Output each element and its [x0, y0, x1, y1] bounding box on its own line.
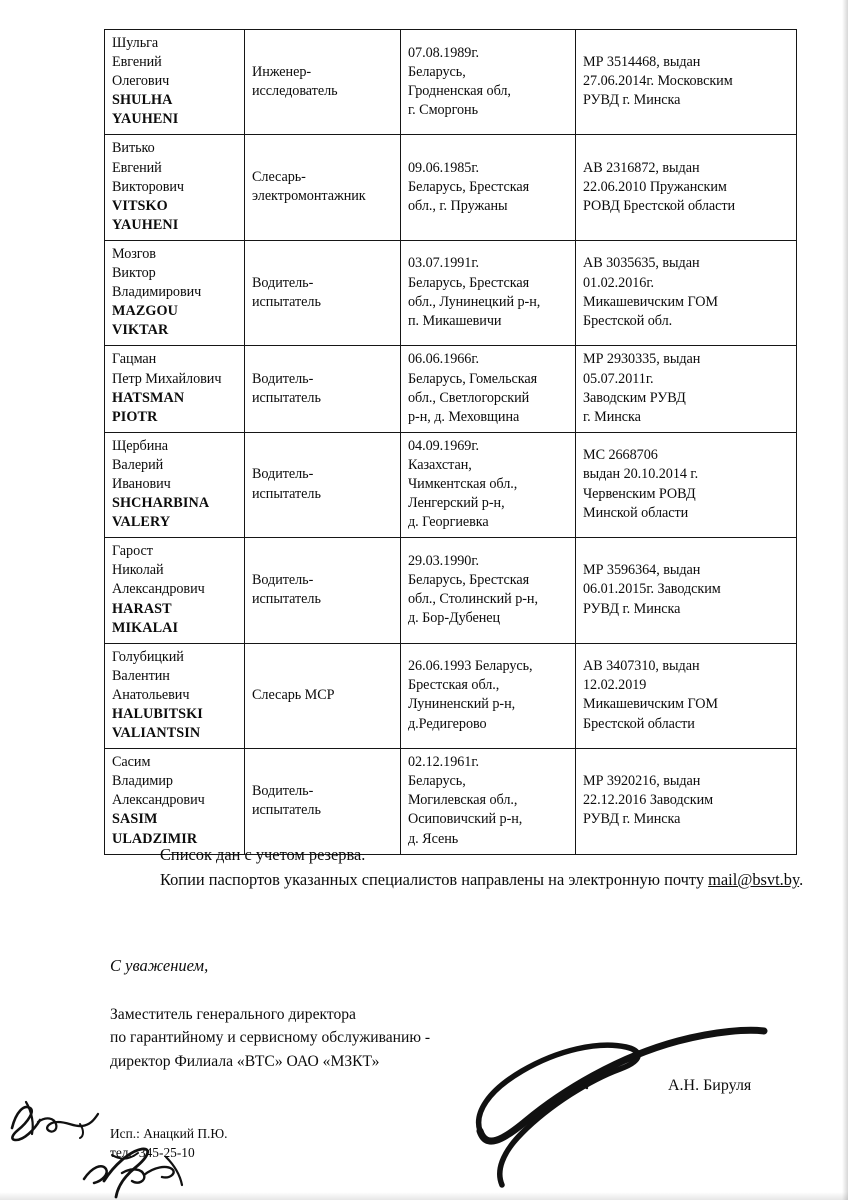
passport-line: МР 3514468, выдан — [583, 54, 701, 71]
position-line: испытатель — [252, 590, 321, 607]
name-latin-line: YAUHENI — [112, 111, 179, 128]
name-line: Иванович — [112, 475, 171, 492]
position-line: Водитель- — [252, 782, 314, 799]
name-latin-line: YAUHENI — [112, 216, 179, 233]
signatory-title-line: директор Филиала «ВТС» ОАО «МЗКТ» — [110, 1052, 380, 1070]
cell-birth-place — [401, 432, 576, 537]
name-latin-line: ULADZIMIR — [112, 830, 198, 847]
signer-name: А.Н. Бируля — [668, 1077, 752, 1094]
position-line: испытатель — [252, 293, 321, 310]
birth-line: Гродненская обл, — [408, 82, 511, 99]
birth-line: 06.06.1966г. — [408, 351, 480, 368]
birth-line: д. Бор-Дубенец — [408, 610, 501, 627]
birth-line: р-н, д. Меховщина — [408, 408, 520, 425]
scan-edge-right — [842, 0, 848, 1200]
name-line: Мозгов — [112, 245, 156, 262]
position-line: Водитель- — [252, 370, 314, 387]
cell-full-name — [105, 240, 245, 345]
birth-line: г. Сморгонь — [408, 101, 479, 118]
name-latin-line: VITSKO — [112, 197, 168, 214]
name-line: Голубицкий — [112, 648, 184, 665]
name-line: Анатольевич — [112, 686, 190, 703]
name-line: Николай — [112, 562, 164, 579]
cell-birth-place — [401, 643, 576, 748]
birth-line: 03.07.1991г. — [408, 255, 480, 272]
name-line: Викторович — [112, 178, 184, 195]
passport-line: АВ 3035635, выдан — [583, 255, 700, 272]
birth-line: Осиповичский р-н, — [408, 811, 523, 828]
name-line: Сасим — [112, 754, 151, 771]
name-latin-line: SHULHA — [112, 92, 173, 109]
name-line: Витько — [112, 140, 155, 157]
passport-line: Брестской области — [583, 715, 695, 732]
signatory-title-block — [110, 1003, 430, 1073]
cell-birth-place — [401, 538, 576, 643]
note-reserve: Список дан с учетом резерва. — [160, 845, 366, 864]
name-line: Шульга — [112, 35, 159, 51]
birth-line: обл., Столинский р-н, — [408, 590, 538, 607]
position-line: Водитель- — [252, 274, 314, 291]
passport-line: МР 3596364, выдан — [583, 562, 701, 579]
birth-line: Чимкентская обл., — [408, 475, 518, 492]
position-line: исследователь — [252, 82, 338, 99]
birth-line: Могилевская обл., — [408, 792, 518, 809]
position-line: Инженер- — [252, 63, 312, 80]
cell-position — [245, 30, 401, 135]
personnel-table — [104, 29, 797, 855]
cell-position — [245, 643, 401, 748]
cell-passport — [576, 135, 797, 240]
handwritten-signature — [430, 1013, 810, 1193]
passport-line: АВ 3407310, выдан — [583, 658, 700, 675]
cell-birth-place — [401, 749, 576, 854]
passport-line: РОВД Брестской области — [583, 197, 736, 214]
passport-line: 01.02.2016г. — [583, 274, 655, 291]
passport-line: Микашевичским ГОМ — [583, 696, 718, 713]
table-row — [105, 346, 797, 432]
scan-edge-bottom — [0, 1192, 848, 1200]
passport-line: 06.01.2015г. Заводским — [583, 581, 721, 598]
birth-line: Беларусь, — [408, 63, 466, 80]
passport-line: МС 2668706 — [583, 447, 658, 464]
name-latin-line: HALUBITSKI — [112, 706, 203, 722]
passport-line: МР 2930335, выдан — [583, 351, 701, 368]
birth-line: п. Микашевичи — [408, 312, 502, 329]
position-line: Водитель- — [252, 466, 314, 483]
name-line: Гарост — [112, 543, 153, 560]
cell-position — [245, 432, 401, 537]
birth-line: Брестская обл., — [408, 677, 500, 694]
name-latin-line: PIOTR — [112, 408, 158, 425]
name-line: Александрович — [112, 581, 205, 598]
table-row — [105, 643, 797, 748]
executor-phone: тел.: 345-25-10 — [110, 1145, 195, 1161]
passport-line: 12.02.2019 — [583, 677, 647, 694]
passport-line: МР 3920216, выдан — [583, 773, 701, 790]
birth-line: Луниненский р-н, — [408, 696, 516, 713]
birth-line: 29.03.1990г. — [408, 552, 480, 569]
cell-passport — [576, 346, 797, 432]
birth-line: 07.08.1989г. — [408, 44, 480, 61]
name-line: Щербина — [112, 437, 169, 454]
passport-line: выдан 20.10.2014 г. — [583, 466, 699, 483]
cell-position — [245, 538, 401, 643]
name-line: Петр Михайлович — [112, 370, 222, 387]
cell-passport — [576, 240, 797, 345]
note-passports-period: . — [799, 869, 804, 889]
birth-line: обл., Светлогорский — [408, 389, 530, 406]
passport-line: 27.06.2014г. Московским — [583, 73, 733, 90]
name-line: Виктор — [112, 265, 156, 282]
name-line: Александрович — [112, 792, 205, 809]
name-latin-line: MIKALAI — [112, 619, 179, 636]
passport-line: РУВД г. Минска — [583, 92, 681, 109]
name-latin-line: VALERY — [112, 514, 171, 531]
cell-full-name — [105, 538, 245, 643]
table-row — [105, 30, 797, 135]
position-line: Слесарь- — [252, 169, 306, 186]
executor-block — [110, 1124, 227, 1162]
birth-line: обл., Лунинецкий р-н, — [408, 293, 541, 310]
name-line: Владимир — [112, 773, 173, 790]
birth-line: д. Ясень — [408, 830, 459, 847]
cell-full-name — [105, 135, 245, 240]
regards-line: С уважением, — [110, 956, 209, 975]
passport-line: Брестской обл. — [583, 312, 673, 329]
passport-line: Минской области — [583, 504, 689, 521]
name-line: Олегович — [112, 73, 170, 90]
birth-line: 26.06.1993 Беларусь, — [408, 658, 533, 675]
cell-position — [245, 240, 401, 345]
position-line: испытатель — [252, 801, 321, 818]
birth-line: 04.09.1969г. — [408, 437, 480, 454]
note-passports — [104, 868, 804, 893]
passport-line: АВ 2316872, выдан — [583, 159, 700, 176]
cell-passport — [576, 432, 797, 537]
name-line: Евгений — [112, 54, 162, 71]
note-passports-text: Копии паспортов указанных специалистов направлены на электронную почту — [160, 869, 709, 889]
birth-line: д.Редигерово — [408, 715, 487, 732]
passport-line: г. Минска — [583, 408, 641, 425]
name-latin-line: SASIM — [112, 811, 158, 828]
name-latin-line: VIKTAR — [112, 322, 169, 339]
passport-line: РУВД г. Минска — [583, 811, 681, 828]
signatory-title-line: по гарантийному и сервисному обслуживанию - — [110, 1029, 431, 1047]
cell-full-name — [105, 30, 245, 135]
passport-line: Червенским РОВД — [583, 485, 696, 502]
name-line: Гацман — [112, 351, 157, 368]
cell-passport — [576, 538, 797, 643]
cell-full-name — [105, 346, 245, 432]
birth-line: Ленгерский р-н, — [408, 495, 505, 512]
cell-full-name — [105, 749, 245, 854]
position-line: Слесарь МСР — [252, 686, 335, 703]
birth-line: Беларусь, Брестская — [408, 571, 530, 588]
position-line: испытатель — [252, 485, 321, 502]
cell-passport — [576, 749, 797, 854]
handwritten-initials-top-left — [4, 1100, 114, 1148]
cell-position — [245, 749, 401, 854]
cell-position — [245, 135, 401, 240]
cell-passport — [576, 30, 797, 135]
name-latin-line: VALIANTSIN — [112, 725, 201, 742]
passport-line: 22.12.2016 Заводским — [583, 792, 714, 809]
birth-line: обл., г. Пружаны — [408, 197, 508, 214]
position-line: испытатель — [252, 389, 321, 406]
executor-name: Исп.: Анацкий П.Ю. — [110, 1126, 228, 1141]
notes-block — [104, 843, 804, 893]
birth-line: д. Георгиевка — [408, 514, 489, 531]
passport-line: 22.06.2010 Пружанским — [583, 178, 727, 195]
birth-line: Беларусь, Гомельская — [408, 370, 538, 387]
birth-line: 02.12.1961г. — [408, 754, 480, 771]
email-link[interactable]: mail@bsvt.by — [708, 869, 800, 889]
name-latin-line: HATSMAN — [112, 389, 185, 406]
birth-line: Казахстан, — [408, 456, 472, 473]
name-latin-line: SHCHARBINA — [112, 495, 210, 512]
cell-birth-place — [401, 30, 576, 135]
name-line: Валентин — [112, 667, 170, 684]
position-line: электромонтажник — [252, 188, 366, 205]
cell-birth-place — [401, 135, 576, 240]
passport-line: 05.07.2011г. — [583, 370, 654, 387]
table-row — [105, 538, 797, 643]
name-latin-line: HARAST — [112, 600, 172, 617]
cell-passport — [576, 643, 797, 748]
passport-line: РУВД г. Минска — [583, 600, 681, 617]
birth-line: Беларусь, — [408, 773, 466, 790]
birth-line: 09.06.1985г. — [408, 159, 480, 176]
table-row — [105, 749, 797, 854]
name-line: Владимирович — [112, 284, 202, 301]
signatory-title-line: Заместитель генерального директора — [110, 1006, 356, 1023]
cell-birth-place — [401, 240, 576, 345]
name-line: Валерий — [112, 456, 164, 473]
table-row — [105, 135, 797, 240]
name-latin-line: MAZGOU — [112, 303, 179, 320]
passport-line: Микашевичским ГОМ — [583, 293, 718, 310]
passport-line: Заводским РУВД — [583, 389, 686, 406]
table-row — [105, 432, 797, 537]
table-row — [105, 240, 797, 345]
name-line: Евгений — [112, 159, 162, 176]
cell-position — [245, 346, 401, 432]
cell-full-name — [105, 432, 245, 537]
cell-full-name — [105, 643, 245, 748]
cell-birth-place — [401, 346, 576, 432]
position-line: Водитель- — [252, 571, 314, 588]
birth-line: Беларусь, Брестская — [408, 178, 530, 195]
birth-line: Беларусь, Брестская — [408, 274, 530, 291]
